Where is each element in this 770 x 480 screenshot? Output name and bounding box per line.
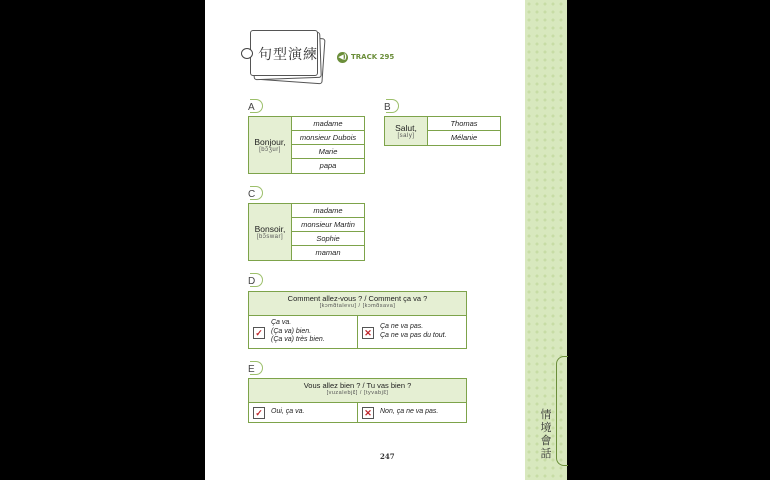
positive-answers: Ça va. (Ça va) bien. (Ça va) très bien. bbox=[271, 319, 325, 343]
pattern-box-a bbox=[248, 116, 365, 174]
greeting-word: Salut, bbox=[395, 123, 417, 133]
question-ipa: [kɔmɑ̃talevu] / [kɔmɑ̃sava] bbox=[319, 303, 396, 309]
greeting-word: Bonjour, bbox=[254, 137, 286, 147]
section-letter-e: E bbox=[248, 364, 255, 375]
pattern-box-b bbox=[384, 116, 501, 146]
greeting-cell bbox=[385, 117, 428, 145]
chapter-tab bbox=[556, 356, 568, 466]
negative-answers: Ça ne va pas. Ça ne va pas du tout. bbox=[380, 323, 447, 339]
positive-answers: Oui, ça va. bbox=[271, 408, 305, 415]
substitution-cell: Marie bbox=[292, 145, 364, 159]
substitution-cell: madame bbox=[292, 117, 364, 131]
question-ipa: [vuzalebjɛ̃] / [tyvabjɛ̃] bbox=[326, 390, 389, 396]
substitution-cell: maman bbox=[315, 248, 341, 257]
track-number: TRACK 295 bbox=[351, 53, 395, 61]
substitution-cell: papa bbox=[319, 161, 337, 170]
greeting-word: Bonsoir, bbox=[254, 224, 286, 234]
substitution-cell: Sophie bbox=[292, 232, 364, 246]
dialog-box-e bbox=[248, 378, 467, 423]
chapter-tab-label: 情境會話 bbox=[540, 408, 552, 460]
question-header bbox=[249, 292, 466, 316]
pattern-box-c bbox=[248, 203, 365, 261]
negative-answers: Non, ça ne va pas. bbox=[380, 408, 439, 415]
substitution-cell: Mélanie bbox=[450, 133, 478, 142]
check-icon: ✓ bbox=[253, 327, 265, 339]
greeting-cell bbox=[249, 204, 292, 260]
dialog-box-d bbox=[248, 291, 467, 349]
section-letter-a: A bbox=[248, 102, 255, 113]
greeting-cell bbox=[249, 117, 292, 173]
audio-track-icon[interactable]: ◀) bbox=[338, 53, 347, 61]
check-icon: ✓ bbox=[253, 407, 265, 419]
substitution-cell: monsieur Martin bbox=[292, 218, 364, 232]
substitution-cell: Thomas bbox=[428, 117, 500, 131]
cross-icon: ✕ bbox=[362, 327, 374, 339]
notepad-ring-icon bbox=[241, 48, 253, 59]
question-text: Vous allez bien ? / Tu vas bien ? bbox=[303, 381, 412, 390]
page-number: 247 bbox=[380, 452, 395, 461]
substitution-cell: madame bbox=[292, 204, 364, 218]
substitution-cell: monsieur Dubois bbox=[292, 131, 364, 145]
question-header bbox=[249, 379, 466, 403]
page-title: 句型演練 bbox=[258, 47, 318, 63]
section-letter-b: B bbox=[384, 102, 391, 113]
greeting-ipa: [saly] bbox=[397, 133, 415, 139]
section-letter-d: D bbox=[248, 276, 255, 287]
cross-icon: ✕ bbox=[362, 407, 374, 419]
question-text: Comment allez-vous ? / Comment ça va ? bbox=[287, 294, 428, 303]
greeting-ipa: [bɔ̃swar] bbox=[256, 234, 284, 240]
greeting-ipa: [bɔ̃ʒur] bbox=[259, 147, 281, 153]
section-letter-c: C bbox=[248, 189, 255, 200]
